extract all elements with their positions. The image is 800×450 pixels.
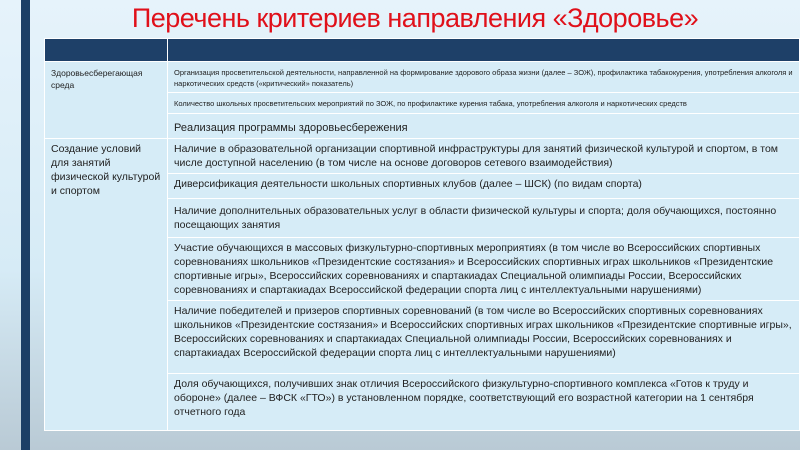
criterion-cell: Реализация программы здоровьесбережения: [168, 114, 800, 139]
table-row: [45, 62, 800, 93]
criterion-cell: Участие обучающихся в массовых физкультурно-спортивных мероприятиях (в том числе во Всероссийских спортивных соревнованиях школьников «Президентские состязания» и Всероссийских спортивных играх школьников «Президентские спортивные игры», Всероссийских соревнованиях и спартакиадах Специальной олимпиады России, Всероссийских соревнованиях и спартакиадах Всероссийской федерации спорта лиц с интеллектуальными нарушениями): [168, 238, 800, 301]
header-cell: [168, 39, 800, 62]
group-label: Здоровьесберегающая среда: [45, 62, 168, 139]
table-row: [45, 139, 800, 174]
criteria-table: [44, 38, 800, 431]
criterion-cell: Доля обучающихся, получивших знак отличия Всероссийского физкультурно-спортивного комплекса «Готов к труду и обороне» (далее – ВФСК «ГТО») в установленном порядке, соответствующий его возрастной категории на 1 сентября отчетного года: [168, 374, 800, 431]
slide-title: Перечень критериев направления «Здоровье»: [131, 3, 699, 33]
criterion-cell: Наличие победителей и призеров спортивных соревнований (в том числе во Всероссийских спортивных соревнованиях школьников «Президентские состязания» и Всероссийских спортивных играх школьников «Президентские спортивные игры», Всероссийских соревнованиях и спартакиадах Специальной олимпиады России, Всероссийских соревнованиях и спартакиадах Всероссийской федерации спорта лиц с интеллектуальными нарушениями): [168, 301, 800, 374]
criterion-cell: Организация просветительской деятельности, направленной на формирование здорового образа жизни (далее – ЗОЖ), профилактика табакокурения, употребления алкоголя и наркотических средств («критический» показатель): [168, 62, 800, 93]
criterion-cell: Количество школьных просветительских мероприятий по ЗОЖ, по профилактике курения табака, употребления алкоголя и наркотических средств: [168, 93, 800, 114]
criterion-cell: Наличие дополнительных образовательных услуг в области физической культуры и спорта; доля обучающихся, постоянно посещающих занятия: [168, 199, 800, 238]
group-label: Создание условий для занятий физической культурой и спортом: [45, 139, 168, 431]
criterion-cell: Наличие в образовательной организации спортивной инфраструктуры для занятий физической культурой и спортом, в том числе доступной населению (в том числе на основе договоров сетевого взаимодействия): [168, 139, 800, 174]
criterion-cell: Диверсификация деятельности школьных спортивных клубов (далее – ШСК) (по видам спорта): [168, 174, 800, 199]
table-header-row: [45, 39, 800, 62]
header-cell: [45, 39, 168, 62]
decorative-stripe: [21, 0, 30, 450]
